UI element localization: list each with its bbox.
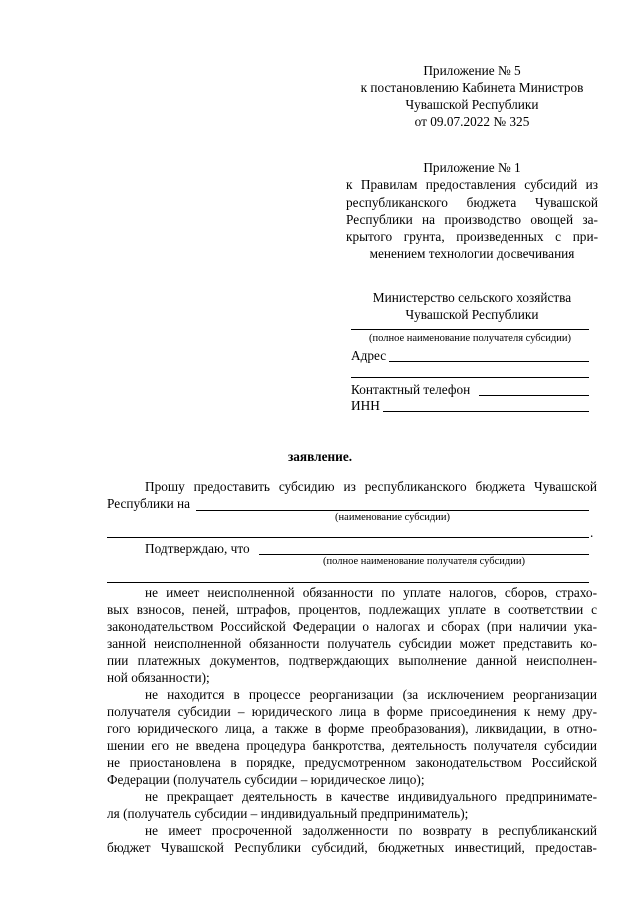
confirm-label: Подтверждаю, что xyxy=(145,541,250,556)
body-line: Федерации (получатель субсидии – юридическое лицо); xyxy=(107,772,425,787)
body-line: не находится в процессе реорганизации (за исключением реорганизации xyxy=(145,687,597,702)
appendix-1-line: крытого грунта, произведенных с при- xyxy=(346,229,598,245)
phone-label: Контактный телефон xyxy=(351,382,471,397)
recipient-block xyxy=(346,289,598,323)
appendix-1-line: республиканского бюджета Чувашской xyxy=(346,194,598,210)
body-line: бюджет Чувашской Республики субсидий, бюджетных инвестиций, предостав- xyxy=(107,840,597,855)
appendix-1-header xyxy=(346,159,598,263)
body-line: вых взносов, пеней, штрафов, процентов, подлежащих уплате в соответствии с xyxy=(107,602,597,617)
address-blank-2[interactable] xyxy=(351,377,589,378)
appendix-5-line: к постановлению Кабинета Министров xyxy=(360,80,584,95)
appendix-1-title: Приложение № 1 xyxy=(423,160,521,175)
appendix-1-line: менением технологии досвечивания xyxy=(369,246,575,262)
recipient-name-caption: (полное наименование получателя субсидии) xyxy=(369,333,571,344)
appendix-1-line: Республики на производство овощей за- xyxy=(346,211,598,227)
body-line: получателя субсидии – юридического лица в форме присоединения к нему дру- xyxy=(107,704,597,719)
confirm-recipient-blank-2[interactable] xyxy=(107,582,589,583)
body-line: ля (получатель субсидии – индивидуальный предприниматель); xyxy=(107,806,469,821)
appendix-5-header xyxy=(346,62,598,130)
body-line: гого юридического лица, а также в форме преобразования), ликвидации, в отно- xyxy=(107,721,597,736)
confirm-recipient-blank[interactable] xyxy=(259,554,589,555)
body-line: пии платежных документов, подтверждающих выполнение данной неисполнен- xyxy=(107,653,597,668)
recipient-line: Чувашской Республики xyxy=(405,307,539,322)
recipient-name-blank[interactable] xyxy=(351,329,589,330)
appendix-5-line: Приложение № 5 xyxy=(423,63,521,78)
address-label: Адрес xyxy=(351,348,387,363)
appendix-5-line: Чувашской Республики xyxy=(405,97,539,112)
subsidy-name-blank-2[interactable] xyxy=(107,537,589,538)
address-blank[interactable] xyxy=(389,361,589,362)
subsidy-name-caption: (наименование субсидии) xyxy=(335,512,450,523)
inn-blank[interactable] xyxy=(383,411,589,412)
body-line: ной обязанности); xyxy=(107,670,210,685)
body-line: занной неисполненной обязанности получатель субсидии может представить ко- xyxy=(107,636,597,651)
body-line: не имеет неисполненной обязанности по уплате налогов, сборов, страхо- xyxy=(145,585,597,600)
request-line: Прошу предоставить субсидию из республиканского бюджета Чувашской xyxy=(145,479,597,494)
statement-title: заявление. xyxy=(287,449,353,464)
body-line: законодательством Российской Федерации о налогах и сборах (при наличии ука- xyxy=(107,619,597,634)
body-line: не прекращает деятельность в качестве индивидуального предпринимате- xyxy=(145,789,597,804)
recipient-line: Министерство сельского хозяйства xyxy=(372,290,572,305)
body-line: шении его не введена процедура банкротства, деятельность получателя субсидии xyxy=(107,738,597,753)
body-line: не приостановлена в порядке, предусмотренном законодательством Российской xyxy=(107,755,597,770)
appendix-5-line: от 09.07.2022 № 325 xyxy=(414,114,530,129)
confirm-recipient-caption: (полное наименование получателя субсидии) xyxy=(323,556,525,567)
period-mark: . xyxy=(590,525,594,540)
appendix-1-line: к Правилам предоставления субсидий из xyxy=(346,177,598,193)
body-line: не имеет просроченной задолженности по возврату в республиканский xyxy=(145,823,597,838)
request-line-2: Республики на xyxy=(107,496,191,511)
phone-blank[interactable] xyxy=(479,395,589,396)
inn-label: ИНН xyxy=(351,398,380,413)
subsidy-name-blank[interactable] xyxy=(196,510,589,511)
